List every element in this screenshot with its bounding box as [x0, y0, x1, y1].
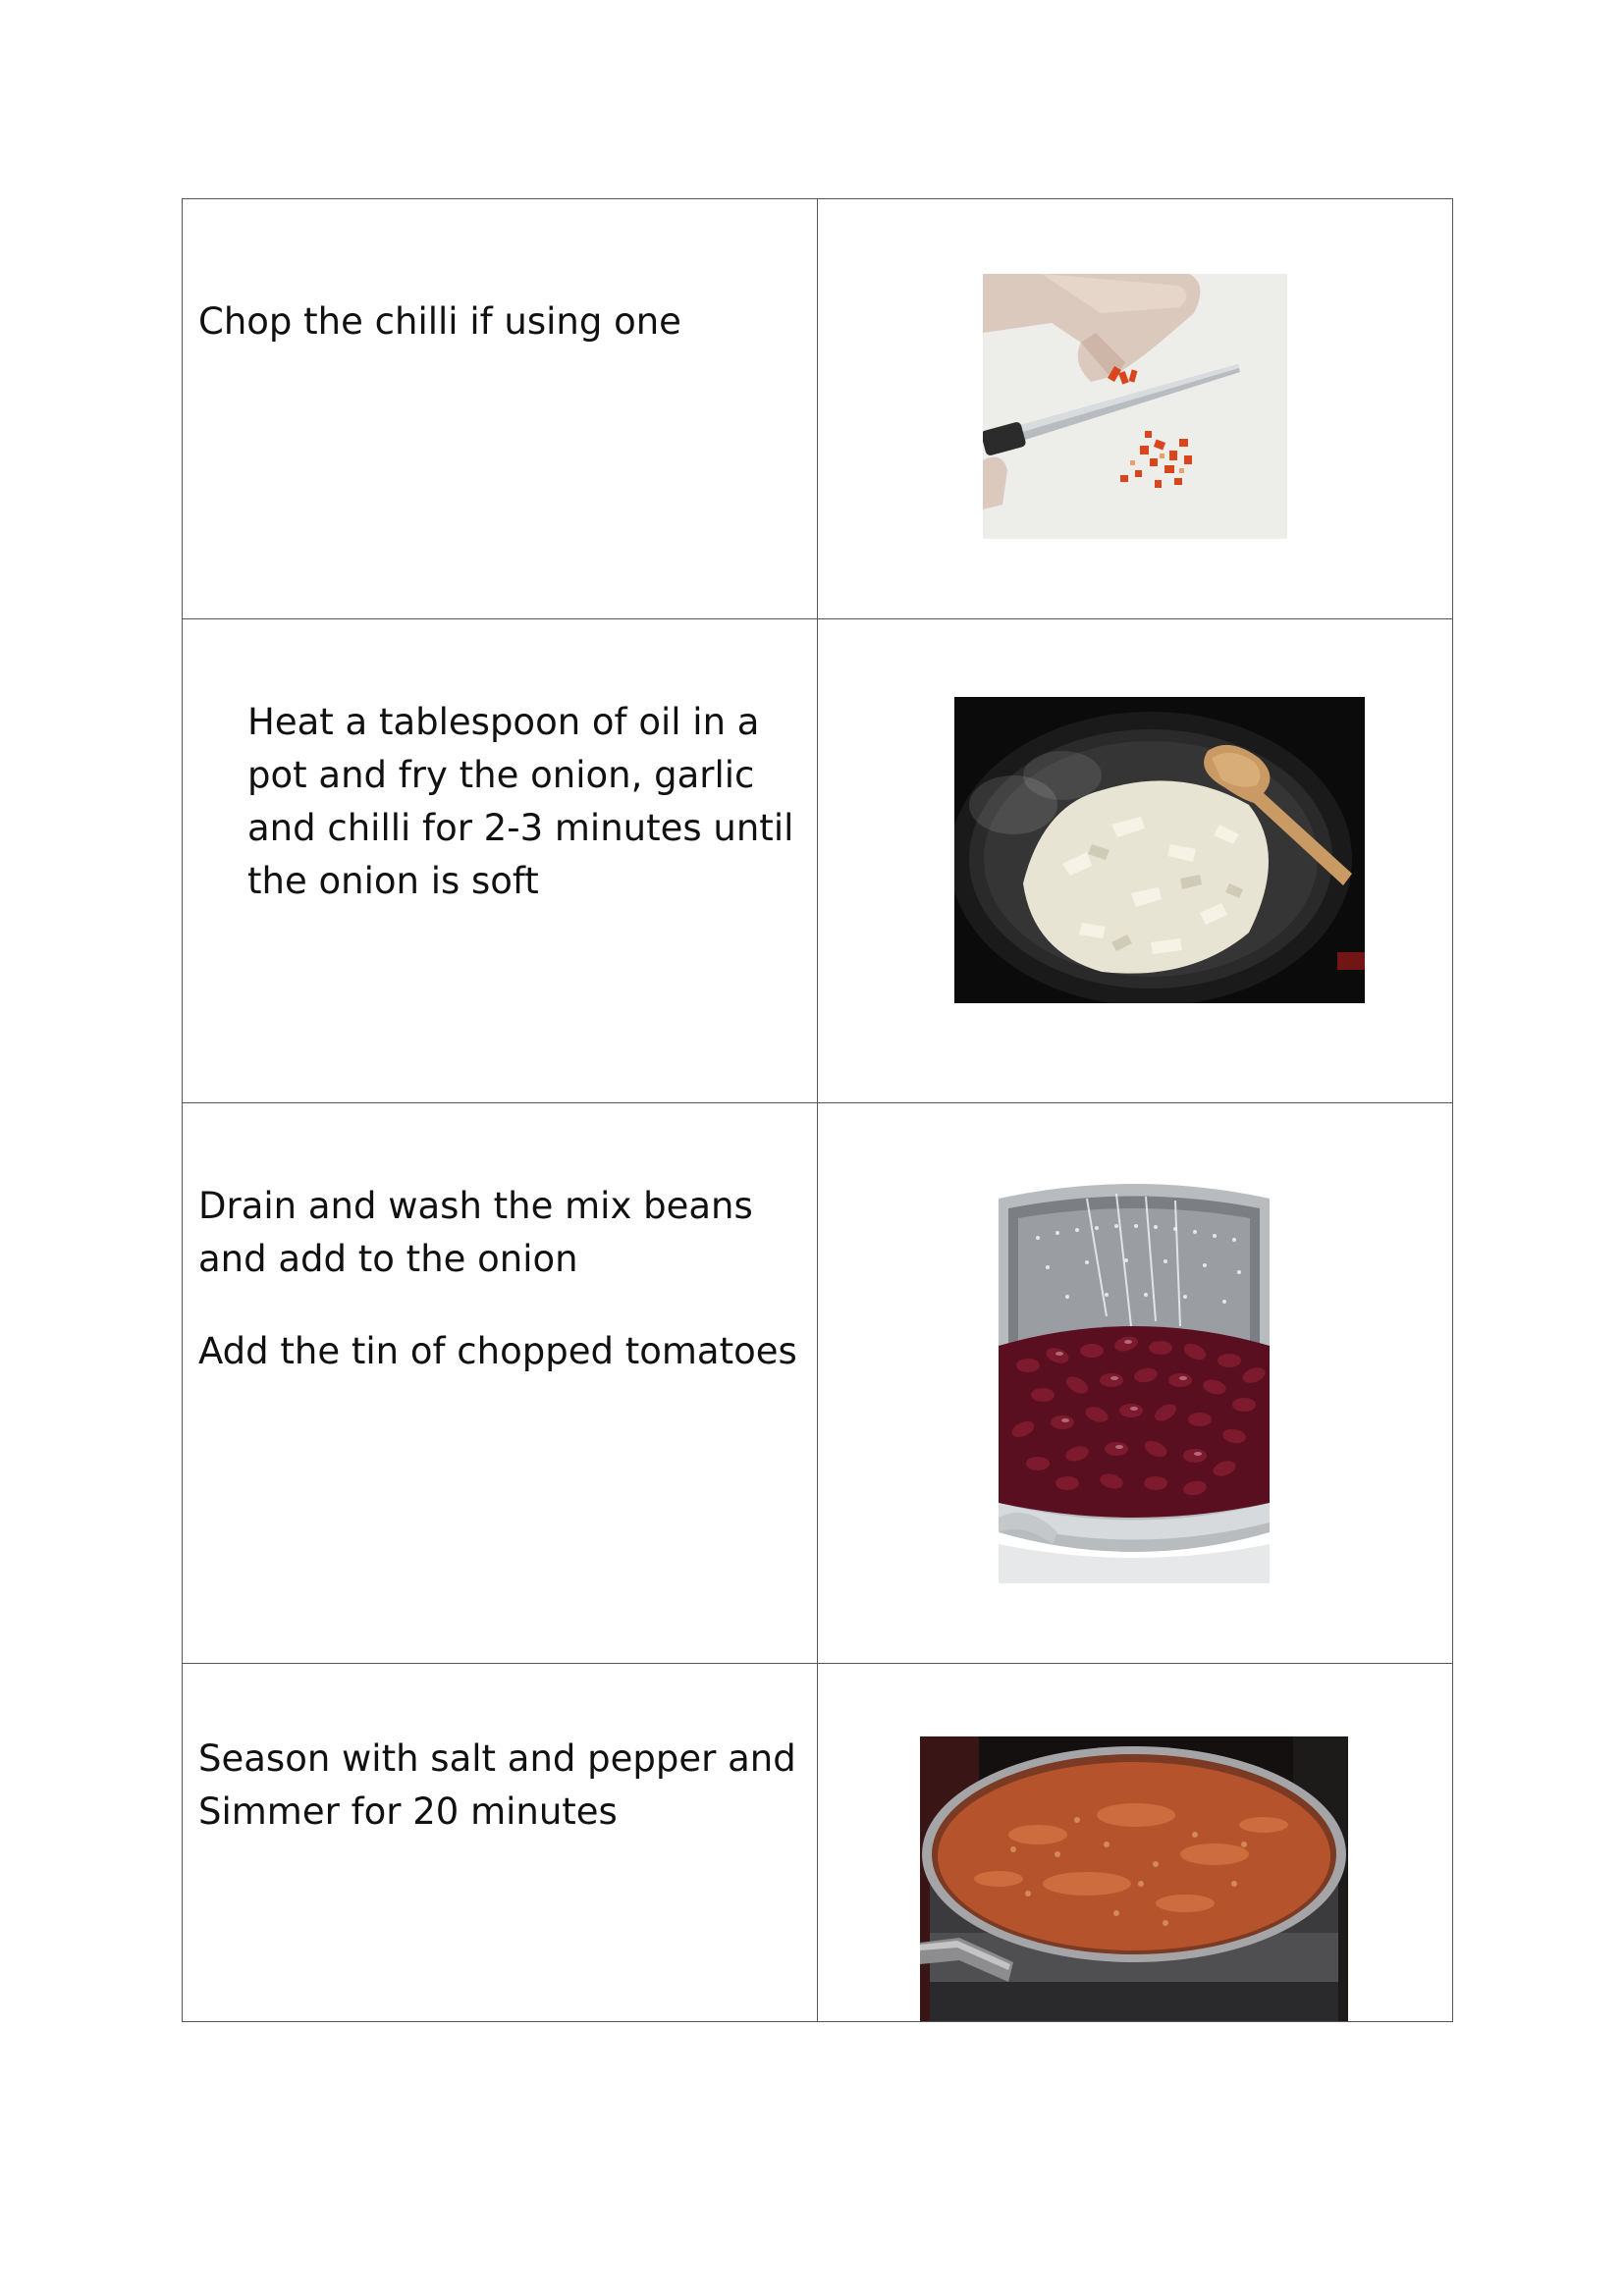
step-row: [183, 1664, 1453, 2022]
step-text-cell: [183, 619, 818, 1103]
step-2-text: Heat a tablespoon of oil in a pot and fry the onion, garlic and chilli for 2-3 minutes until the onion is soft: [247, 701, 794, 902]
step-text-cell: [183, 1664, 818, 2022]
step-3-text: Drain and wash the mix beans and add to the onion: [198, 1185, 753, 1280]
recipe-steps-table: [182, 198, 1453, 2022]
step-1-text: Chop the chilli if using one: [198, 300, 681, 343]
simmering-pot-photo: [920, 1736, 1348, 2021]
step-3-text-2: Add the tin of chopped tomatoes: [198, 1330, 797, 1372]
beans-in-colander-photo: [999, 1179, 1270, 1583]
chopping-chilli-photo: [983, 274, 1287, 539]
step-image-cell: [818, 1664, 1453, 2022]
step-text-cell: [183, 1103, 818, 1664]
frying-onion-photo: [954, 697, 1365, 1003]
step-image-cell: [818, 619, 1453, 1103]
step-row: [183, 199, 1453, 619]
step-row: [183, 1103, 1453, 1664]
step-image-cell: [818, 1103, 1453, 1664]
step-image-cell: [818, 199, 1453, 619]
step-row: [183, 619, 1453, 1103]
step-4-text: Season with salt and pepper and Simmer for 20 minutes: [198, 1737, 796, 1833]
step-text-cell: [183, 199, 818, 619]
